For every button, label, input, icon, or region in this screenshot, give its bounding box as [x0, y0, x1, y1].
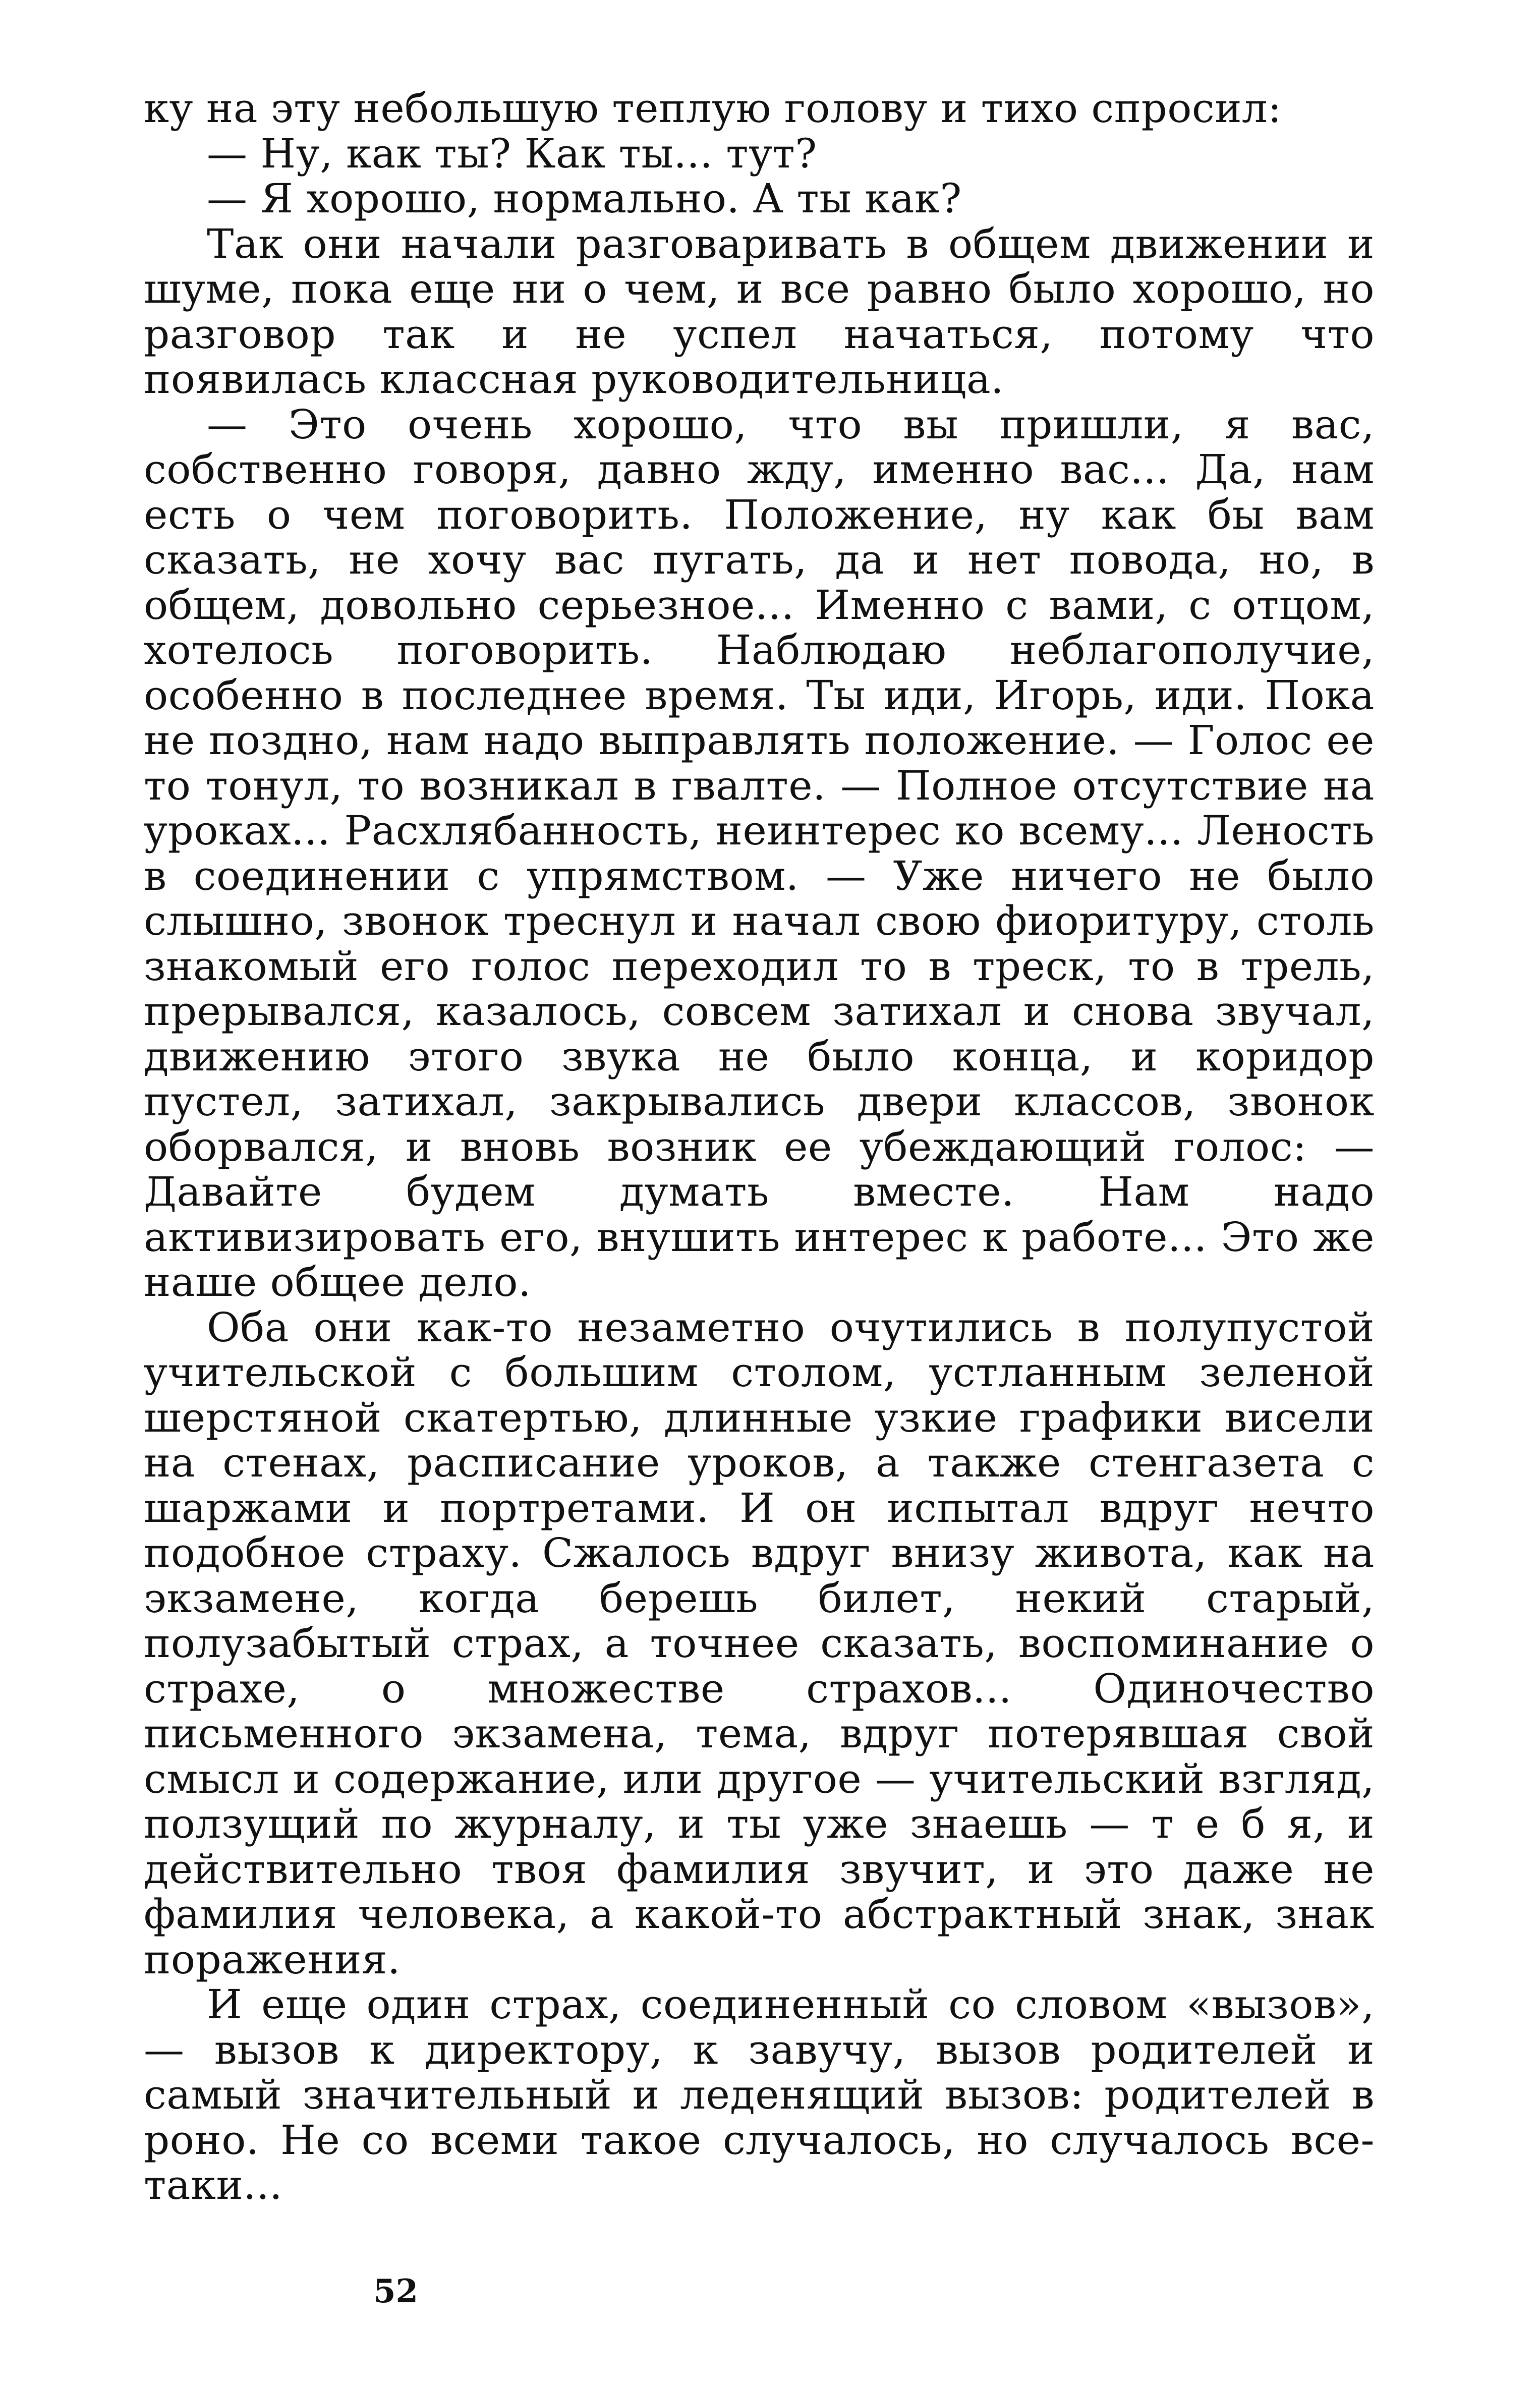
paragraph: Оба они как-то незаметно очутились в полупустой учительской с большим столом, устланным зеленой шерстяной скатертью, длинные узкие графики висели на стенах, расписание уроков, а также стенгазета с шаржами и портретами. И он испытал вдруг нечто подобное страху. Сжалось вдруг внизу живота, как на экзамене, когда берешь билет, некий старый, полузабытый страх, а точнее сказать, воспоминание о страхе, о множестве страхов... Одиночество письменного экзамена, тема, вдруг потерявшая свой смысл и содержание, или другое — учительский взгляд, ползущий по журналу, и ты уже знаешь — т е б я, и действительно твоя фамилия звучит, и это даже не фамилия человека, а какой-то абстрактный знак, знак поражения. [144, 1303, 1375, 1983]
dialogue-line: — Ну, как ты? Как ты... тут? [207, 130, 817, 177]
paragraph: — Это очень хорошо, что вы пришли, я вас, собственно говоря, давно жду, именно вас... Да, нам есть о чем поговорить. Положение, ну как бы вам сказать, не хочу вас пугать, да и нет повода, но, в общем, довольно серьезное... Именно с вами, с отцом, хотелось поговорить. Наблюдаю неблагополучие, особенно в последнее время. Ты иди, Игорь, иди. Пока не поздно, нам надо выправлять положение. — Голос ее то тонул, то возникал в гвалте. — Полное отсутствие на уроках... Расхлябанность, неинтерес ко всему... Леность в соединении с упрямством. — Уже ничего не было слышно, звонок треснул и начал свою фиоритуру, столь знакомый его голос переходил то в треск, то в трель, прерывался, казалось, совсем затихал и снова звучал, движению этого звука не было конца, и коридор пустел, затихал, закрывались двери классов, звонок оборвался, и вновь возник ее убеждающий голос: — Давайте будем думать вместе. Нам надо активизировать его, внушить интерес к работе... Это же наше общее дело. [144, 401, 1375, 1305]
dialogue-line: — Я хорошо, нормально. А ты как? [207, 175, 962, 222]
paragraph: Так они начали разговаривать в общем движении и шуме, пока еще ни о чем, и все равно было хорошо, но разговор так и не успел начаться, потому что появилась классная руководительница. [144, 220, 1375, 403]
page-body-text [144, 86, 1375, 2208]
page-number: 52 [373, 2273, 419, 2310]
paragraph-continuation: ку на эту небольшую теплую голову и тихо спросил: [144, 85, 1282, 132]
paragraph: И еще один страх, соединенный со словом «вызов», — вызов к директору, к завучу, вызов родителей и самый значительный и леденящий вызов: родителей в роно. Не со всеми такое случалось, но случалось все-таки... [144, 1981, 1375, 2208]
